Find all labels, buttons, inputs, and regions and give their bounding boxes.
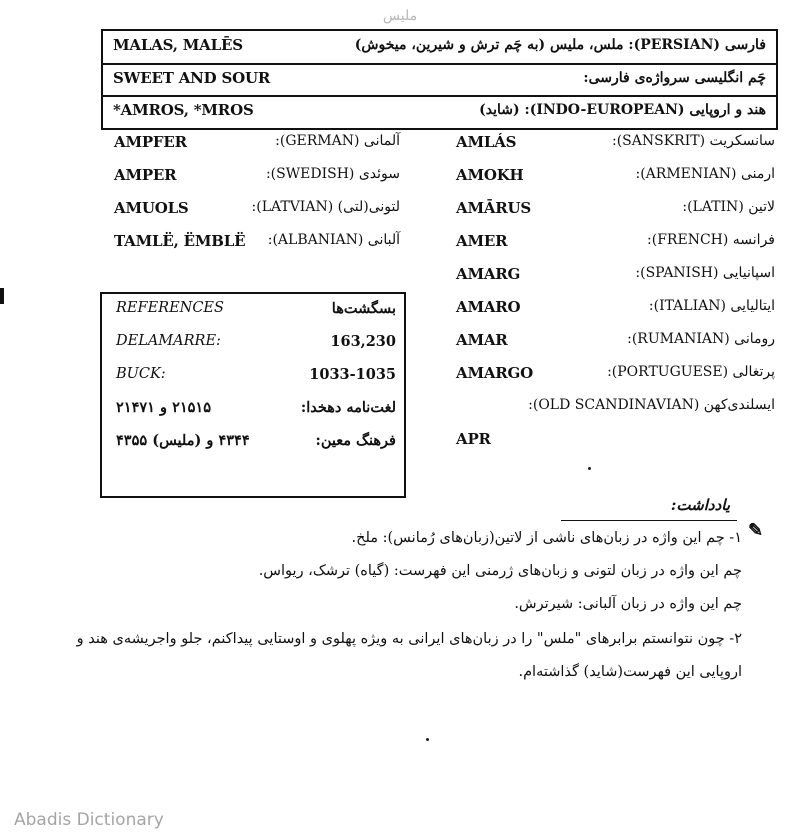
note-item: ۱- چم این واژه در زبان‌های ناشی از لاتین(زبان‌های رُمانس): ملخ.	[351, 530, 742, 546]
language-label: ایسلندی‌کهن (OLD SCANDINAVIAN):	[528, 397, 775, 413]
reference-source: لغت‌نامه دهخدا:	[300, 399, 396, 416]
list-item	[440, 232, 775, 258]
language-label: ایتالیایی (ITALIAN):	[648, 298, 775, 314]
speck	[588, 467, 591, 470]
language-label: رومانی (RUMANIAN):	[627, 331, 775, 347]
language-label: سانسکریت (SANSKRIT):	[611, 133, 775, 149]
references-box	[100, 292, 406, 498]
reference-pages: ۴۳۴۴ و (ملیس) ۴۳۵۵	[116, 432, 250, 449]
list-item	[440, 166, 775, 192]
cognate-word: AMUOLS	[114, 199, 189, 217]
watermark: Abadis Dictionary	[14, 810, 164, 830]
header-row-english	[103, 63, 776, 96]
cognate-word: AMARG	[456, 265, 521, 283]
margin-mark	[0, 288, 4, 304]
language-label: آلمانی (GERMAN):	[275, 133, 400, 149]
header-english-meaning: SWEET AND SOUR	[113, 69, 271, 87]
header-persian-word: فارسی (PERSIAN): ملس، ملیس (به چَم ترش و شیرین، میخوش)	[354, 37, 766, 53]
header-row-persian	[103, 31, 776, 62]
header-latin-word: MALAS, MALĒS	[113, 36, 243, 54]
speck	[426, 738, 429, 741]
language-label: پرتغالی (PORTUGUESE):	[607, 364, 775, 380]
note-item: ۲- چون نتوانستم برابرهای "ملس" را در زبان‌های ایرانی به ویژه پهلوی و اوستایی پیداکنم، جلو واجریشه‌ی هند و اروپایی این فهرست(شاید) گذاشته‌ام.	[76, 631, 742, 680]
cognate-word: APR	[456, 430, 491, 448]
list-item	[440, 265, 775, 291]
list-item	[100, 199, 400, 225]
header-root-label: هند و اروپایی (INDO-EUROPEAN): (شاید)	[479, 102, 766, 118]
header-english-label: چَم انگلیسی سرواژه‌ی فارسی:	[583, 70, 766, 86]
reference-pages: 163,230	[330, 333, 396, 350]
reference-source: فرهنگ معین:	[315, 432, 396, 449]
cognate-word: TAMLË, ËMBLË	[114, 232, 246, 250]
list-item	[440, 298, 775, 324]
language-label: فرانسه (FRENCH):	[647, 232, 775, 248]
reference-pages: ۲۱۵۱۵ و ۲۱۴۷۱	[116, 399, 212, 416]
list-item	[440, 397, 775, 423]
cognate-word: AMARGO	[456, 364, 534, 382]
cognate-word: AMĀRUS	[456, 199, 532, 217]
references-title-persian: بسگشت‌ها	[331, 300, 396, 317]
cognate-word: AMER	[456, 232, 508, 250]
header-box	[101, 29, 778, 130]
list-item	[440, 133, 775, 159]
cognate-word: AMLÁS	[456, 133, 517, 151]
pencil-mark-icon: ✎	[748, 520, 764, 541]
references-title-latin: REFERENCES	[116, 300, 224, 316]
note-item: چم این واژه در زبان لتونی و زبان‌های ژرمنی این فهرست: (گیاه) ترشک، ریواس.	[258, 563, 742, 579]
language-label: آلبانی (ALBANIAN):	[267, 232, 400, 248]
language-label: ارمنی (ARMENIAN):	[635, 166, 775, 182]
list-item	[440, 430, 775, 456]
language-label: سوئدی (SWEDISH):	[265, 166, 400, 182]
list-item	[440, 331, 775, 357]
list-item	[100, 133, 400, 159]
cognate-word: AMPFER	[114, 133, 187, 151]
page-title: ملیس	[382, 8, 418, 24]
language-label: لتونی(لتی) (LATVIAN):	[251, 199, 400, 215]
reference-source: BUCK:	[116, 366, 166, 382]
header-row-indo-european	[103, 95, 776, 128]
list-item	[440, 364, 775, 390]
list-item	[100, 166, 400, 192]
language-label: اسپانیایی (SPANISH):	[635, 265, 775, 281]
header-root-word: *AMROS, *MROS	[113, 101, 254, 119]
reference-pages: 1033-1035	[309, 366, 396, 383]
notes-underline	[561, 520, 737, 521]
cognate-word: AMPER	[114, 166, 177, 184]
notes-title: یادداشت:	[670, 496, 730, 514]
cognate-word: AMAR	[456, 331, 508, 349]
reference-source: DELAMARRE:	[116, 333, 221, 349]
cognate-word: AMOKH	[456, 166, 524, 184]
list-item	[440, 199, 775, 225]
language-label: لاتین (LATIN):	[682, 199, 775, 215]
cognate-word: AMARO	[456, 298, 521, 316]
list-item	[100, 232, 400, 258]
note-item: چم این واژه در زبان آلبانی: شیرترش.	[514, 596, 742, 612]
